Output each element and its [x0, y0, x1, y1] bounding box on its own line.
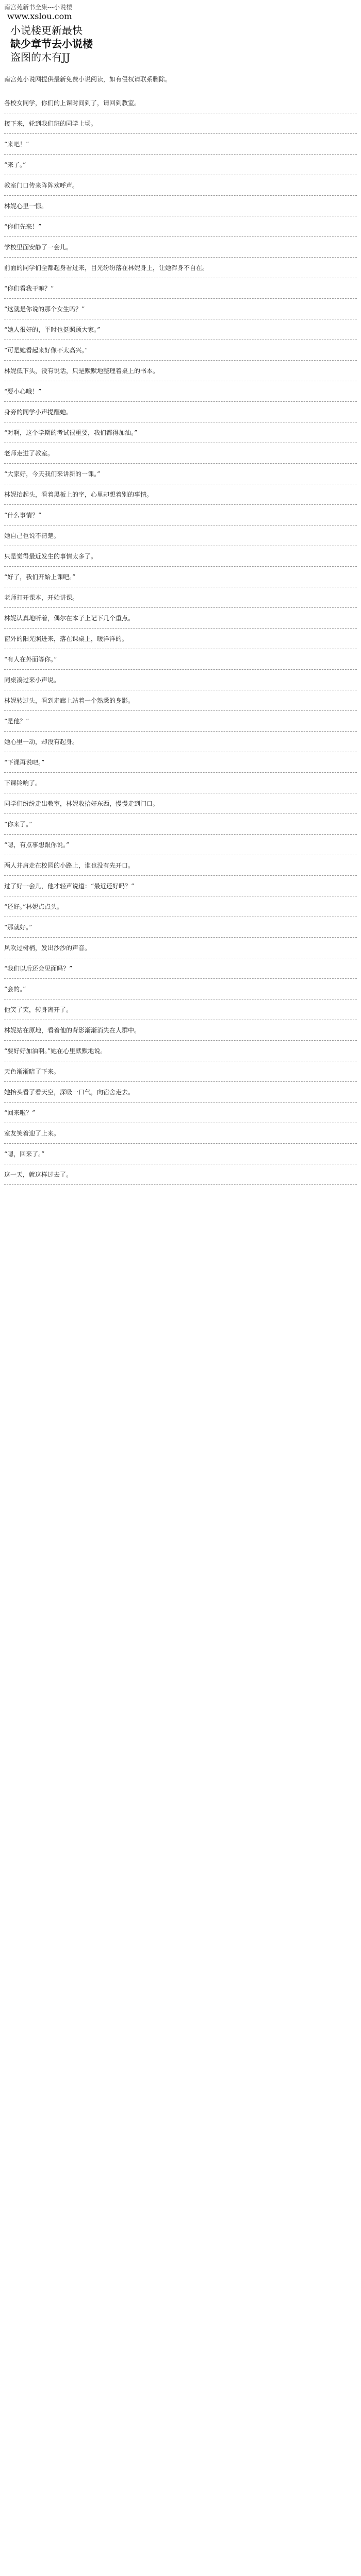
paragraph: “她人很好的，平时也挺照顾大家。”	[4, 326, 101, 333]
paragraph: 下课铃响了。	[4, 779, 42, 787]
paragraph: “这就是你说的那个女生吗？”	[4, 306, 85, 313]
paragraph: “会的。”	[4, 986, 26, 993]
paragraph-divider	[4, 978, 357, 979]
paragraph: 接下来，轮到我们班的同学上场。	[4, 120, 97, 127]
paragraph: 同学们纷纷走出教室，林妮收拾好东西，慢慢走到门口。	[4, 800, 159, 807]
paragraph-divider	[4, 772, 357, 773]
paragraph: 林妮站在原地，看着他的背影渐渐消失在人群中。	[4, 1027, 141, 1034]
paragraph: 天色渐渐暗了下来。	[4, 1068, 60, 1075]
paragraph: “我们以后还会见面吗？”	[4, 965, 73, 972]
paragraph-divider	[4, 834, 357, 835]
paragraph: 只是觉得最近发生的事情太多了。	[4, 553, 97, 560]
paragraph-divider	[4, 710, 357, 711]
paragraph-divider	[4, 669, 357, 670]
paragraph-divider	[4, 298, 357, 299]
paragraph-divider	[4, 607, 357, 608]
paragraph-divider	[4, 257, 357, 258]
paragraph-divider	[4, 154, 357, 155]
paragraph-divider	[4, 401, 357, 402]
paragraph: “还好。”林妮点点头。	[4, 903, 63, 910]
paragraph: 教室门口传来阵阵欢呼声。	[4, 182, 79, 189]
paragraph: 老师打开课本，开始讲课。	[4, 594, 79, 601]
paragraph: “什么事情？”	[4, 512, 42, 519]
paragraph: 林妮心里一惊。	[4, 202, 48, 210]
paragraph: 室友笑着迎了上来。	[4, 1130, 60, 1137]
paragraph: “来了。”	[4, 161, 26, 168]
paragraph-divider	[4, 566, 357, 567]
paragraph: “好了，我们开始上课吧。”	[4, 573, 76, 581]
paragraph: 他笑了笑，转身离开了。	[4, 1006, 73, 1013]
paragraph: 这一天，就这样过去了。	[4, 1171, 73, 1178]
paragraph: 身旁的同学小声提醒她。	[4, 409, 73, 416]
paragraph: “那就好。”	[4, 924, 32, 931]
paragraph-divider	[4, 360, 357, 361]
paragraph-divider	[4, 133, 357, 134]
paragraph-divider	[4, 236, 357, 237]
paragraph: “可是她看起来好像不太高兴。”	[4, 347, 88, 354]
paragraph: “你们看我干嘛？”	[4, 285, 54, 292]
paragraph: “下课再说吧。”	[4, 759, 45, 766]
paragraph: 两人并肩走在校园的小路上，谁也没有先开口。	[4, 862, 135, 869]
paragraph-divider	[4, 731, 357, 732]
paragraph-divider	[4, 1184, 357, 1185]
paragraph-divider	[4, 1143, 357, 1144]
header-site-url[interactable]: www.xslou.com	[7, 11, 72, 21]
chapter-content	[4, 98, 357, 1190]
paragraph-divider	[4, 1102, 357, 1103]
paragraph: 过了好一会儿，他才轻声说道：“最近还好吗？”	[4, 883, 135, 890]
paragraph-divider	[4, 504, 357, 505]
paragraph: 她自己也说不清楚。	[4, 532, 60, 539]
paragraph: “你来了。”	[4, 821, 32, 828]
paragraph: “要小心哦！”	[4, 388, 42, 395]
paragraph-divider	[4, 195, 357, 196]
header-small-title: 南宫苑新书全集---小说楼	[4, 4, 73, 11]
paragraph: “对啊，这个学期的考试很重要，我们都得加油。”	[4, 429, 138, 436]
paragraph-divider	[4, 628, 357, 629]
intro-text: 南宫苑小说网提供最新免费小说阅读，如有侵权请联系删除。	[4, 76, 172, 83]
paragraph: “大家好，今天我们来讲新的一课。”	[4, 470, 101, 478]
paragraph-divider	[4, 463, 357, 464]
paragraph-divider	[4, 937, 357, 938]
paragraph: “来吧！”	[4, 141, 29, 148]
paragraph-divider	[4, 525, 357, 526]
paragraph: “是他？”	[4, 718, 29, 725]
paragraph: “回来啦？”	[4, 1109, 36, 1116]
paragraph: 老师走进了教室。	[4, 450, 54, 457]
header-line-3: 盗图的木有JJ	[10, 51, 71, 63]
paragraph-divider	[4, 1081, 357, 1082]
paragraph: “嗯，回来了。”	[4, 1150, 45, 1158]
paragraph: 林妮抬起头，看着黑板上的字，心里却想着别的事情。	[4, 491, 153, 498]
paragraph: 风吹过树梢，发出沙沙的声音。	[4, 944, 91, 952]
paragraph: 她抬头看了看天空，深吸一口气，向宿舍走去。	[4, 1089, 135, 1096]
header-line-2: 缺少章节去小说楼	[10, 38, 93, 50]
paragraph-divider	[4, 875, 357, 876]
paragraph: 窗外的阳光照进来，落在课桌上，暖洋洋的。	[4, 635, 128, 642]
paragraph: 同桌凑过来小声说。	[4, 676, 60, 684]
paragraph: “你们先来！”	[4, 223, 42, 230]
paragraph: 学校里面安静了一会儿。	[4, 244, 73, 251]
header-line-1: 小说楼更新最快	[10, 24, 83, 37]
paragraph: “嗯，有点事想跟你说。”	[4, 841, 70, 849]
header-block	[0, 24, 361, 64]
paragraph: “有人在外面等你。”	[4, 656, 57, 663]
paragraph: 林妮低下头，没有说话，只是默默地整理着桌上的书本。	[4, 367, 159, 375]
paragraph: 她心里一动，却没有起身。	[4, 738, 79, 745]
header-top	[4, 3, 355, 22]
paragraph: 各校女同学，你们的上课时间到了，请回到教室。	[4, 99, 141, 107]
paragraph: 林妮转过头，看到走廊上站着一个熟悉的身影。	[4, 697, 135, 704]
paragraph-divider	[4, 1040, 357, 1041]
paragraph: 林妮认真地听着，偶尔在本子上记下几个重点。	[4, 615, 135, 622]
paragraph: “要好好加油啊。”她在心里默默地说。	[4, 1047, 107, 1055]
paragraph: 前面的同学们全都起身看过来，目光纷纷落在林妮身上，让她浑身不自在。	[4, 264, 209, 272]
